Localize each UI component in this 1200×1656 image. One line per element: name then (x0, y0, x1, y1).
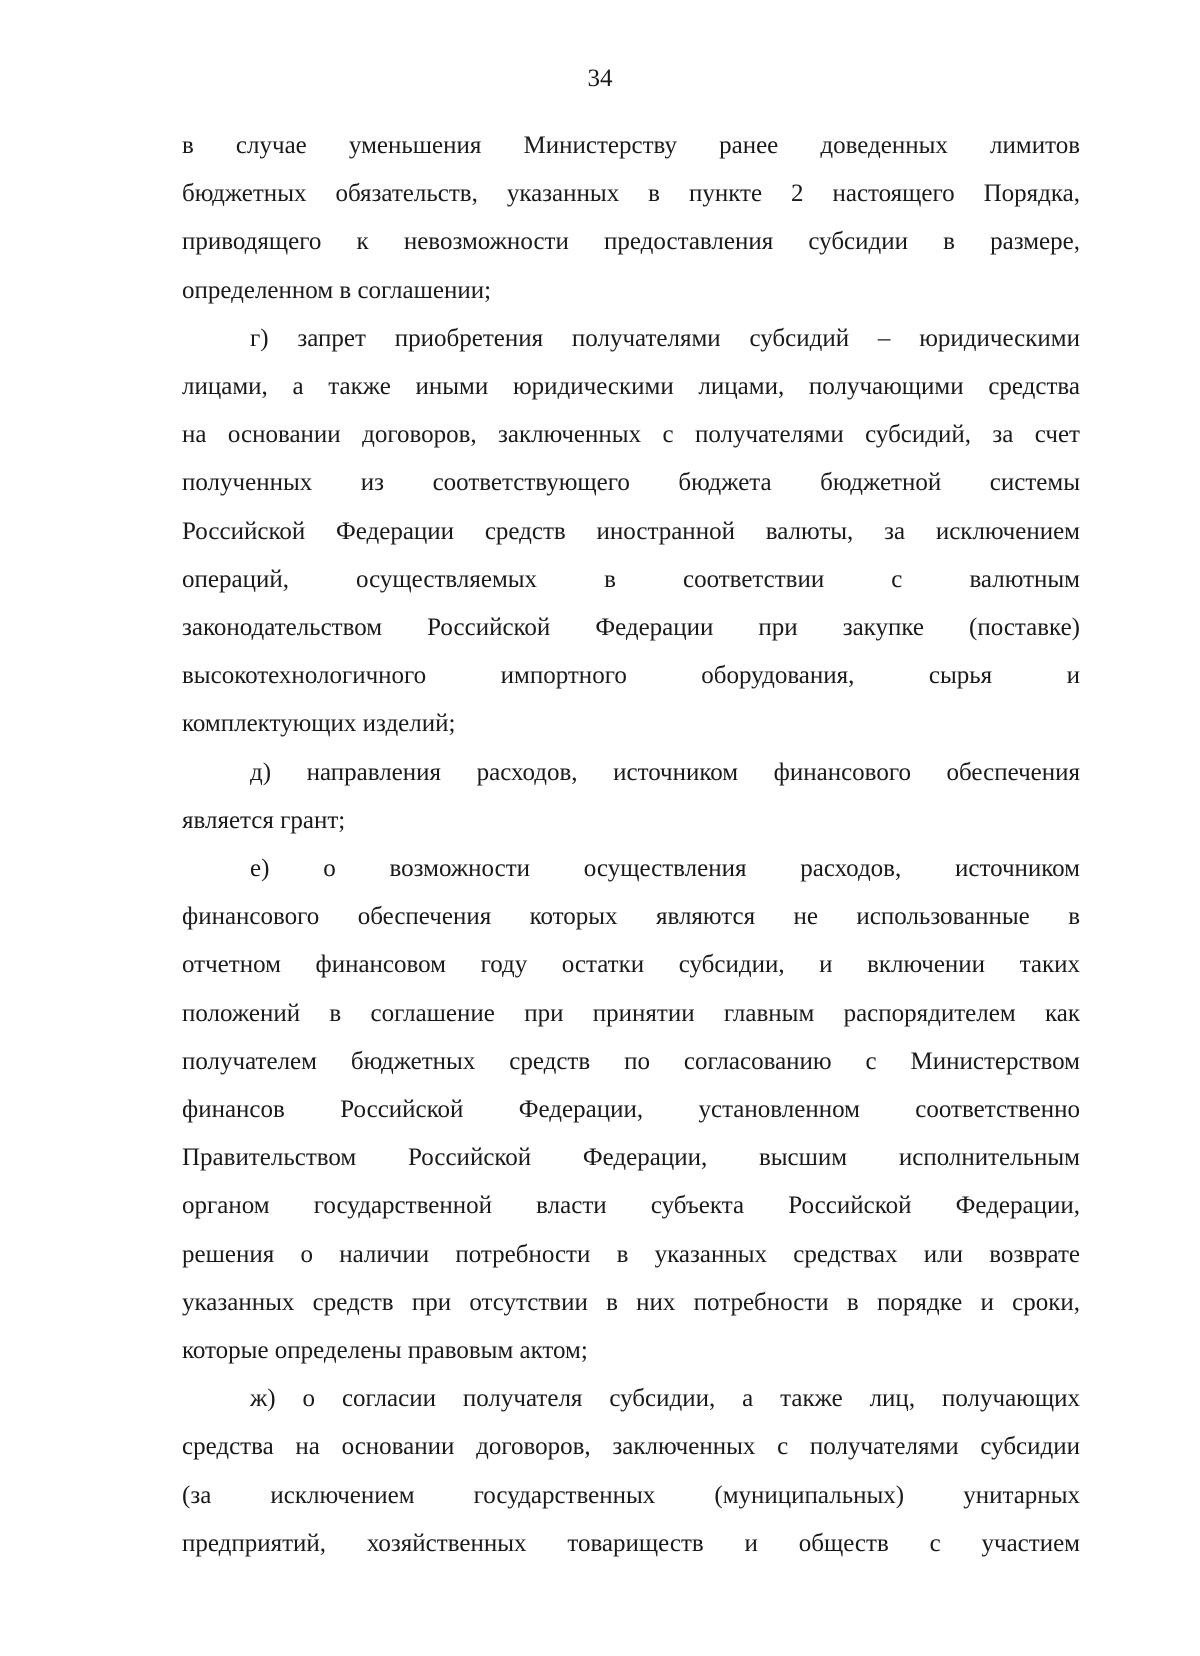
text-line: Правительством Российской Федерации, высшим исполнительным (182, 1144, 1080, 1172)
paragraph (182, 122, 1080, 315)
text-line: органом государственной власти субъекта Российской Федерации, (182, 1192, 1080, 1220)
text-line: средства на основании договоров, заключенных с получателями субсидии (182, 1433, 1080, 1461)
text-line: является грант; (182, 806, 346, 834)
text-line: решения о наличии потребности в указанных средствах или возврате (182, 1240, 1080, 1268)
paragraph (182, 1375, 1080, 1568)
text-line: операций, осуществляемых в соответствии с валютным (182, 565, 1080, 593)
text-line: определенном в соглашении; (182, 276, 492, 304)
page-number: 34 (587, 65, 613, 92)
text-line: бюджетных обязательств, указанных в пункте 2 настоящего Порядка, (182, 180, 1080, 208)
text-line: е) о возможности осуществления расходов, источником (250, 855, 1080, 883)
text-line: на основании договоров, заключенных с получателями субсидий, за счет (182, 421, 1080, 449)
text-line: финансов Российской Федерации, установленном соответственно (182, 1096, 1080, 1124)
paragraph (182, 749, 1080, 845)
text-line: приводящего к невозможности предоставления субсидии в размере, (182, 228, 1080, 256)
text-line: высокотехнологичного импортного оборудования, сырья и (182, 662, 1080, 690)
document-body (182, 122, 1080, 1568)
paragraph (182, 315, 1080, 749)
text-line: д) направления расходов, источником финансового обеспечения (250, 758, 1080, 786)
text-line: которые определены правовым актом; (182, 1337, 588, 1365)
text-line: положений в соглашение при принятии главным распорядителем как (182, 999, 1080, 1027)
text-line: комплектующих изделий; (182, 710, 456, 738)
paragraph (182, 845, 1080, 1375)
text-line: (за исключением государственных (муниципальных) унитарных (182, 1481, 1080, 1509)
text-line: предприятий, хозяйственных товариществ и обществ с участием (182, 1529, 1080, 1557)
text-line: лицами, а также иными юридическими лицами, получающими средства (182, 373, 1080, 401)
text-line: отчетном финансовом году остатки субсидии, и включении таких (182, 951, 1080, 979)
text-line: Российской Федерации средств иностранной валюты, за исключением (182, 517, 1080, 545)
text-line: в случае уменьшения Министерству ранее доведенных лимитов (182, 132, 1080, 159)
text-line: ж) о согласии получателя субсидии, а также лиц, получающих (250, 1385, 1080, 1413)
text-line: г) запрет приобретения получателями субсидий – юридическими (250, 324, 1080, 352)
text-line: указанных средств при отсутствии в них потребности в порядке и сроки, (182, 1288, 1080, 1316)
text-line: полученных из соответствующего бюджета бюджетной системы (182, 469, 1080, 497)
text-line: финансового обеспечения которых являются не использованные в (182, 903, 1080, 931)
text-line: получателем бюджетных средств по согласованию с Министерством (182, 1047, 1080, 1075)
text-line: законодательством Российской Федерации при закупке (поставке) (182, 614, 1080, 642)
